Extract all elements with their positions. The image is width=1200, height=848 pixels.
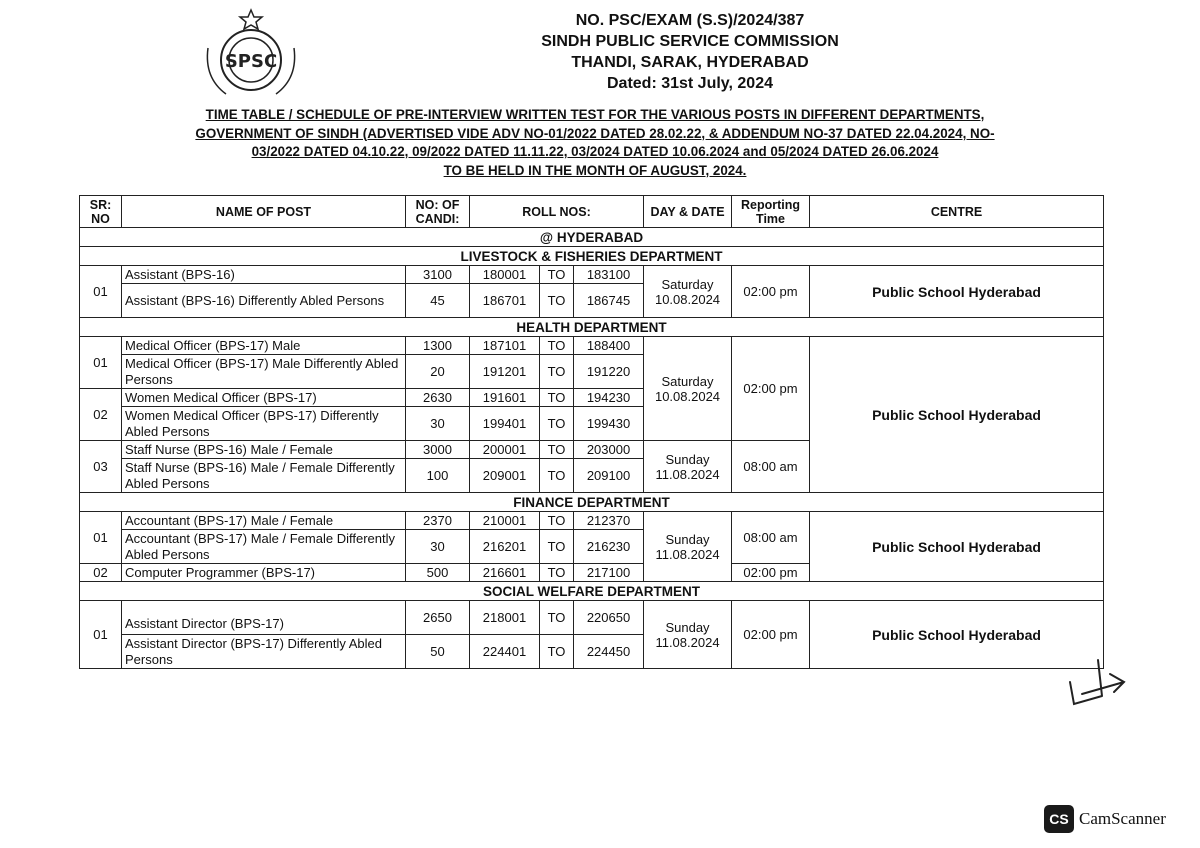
candidate-count: 2630 (406, 389, 470, 407)
subject-line: 03/2022 DATED 04.10.22, 09/2022 DATED 11.11.22, 03/2024 DATED 10.06.2024 and 05/2024 DATED 26.06.2024 (251, 144, 939, 159)
roll-from: 224401 (470, 635, 540, 669)
post-name: Assistant Director (BPS-17) Differently Abled Persons (122, 635, 406, 669)
roll-from: 191201 (470, 355, 540, 389)
commission-seal-icon (196, 8, 306, 100)
roll-to-label: TO (540, 355, 574, 389)
day-date: Saturday 10.08.2024 (644, 337, 732, 441)
subject-line: TO BE HELD IN THE MONTH OF AUGUST, 2024. (443, 162, 747, 178)
table-row (80, 266, 1104, 284)
candidate-count: 1300 (406, 337, 470, 355)
candidate-count: 30 (406, 530, 470, 564)
post-name: Staff Nurse (BPS-16) Male / Female Differently Abled Persons (122, 459, 406, 493)
table-row (80, 337, 1104, 355)
seal-text: SPSC (224, 51, 278, 72)
subject-line: GOVERNMENT OF SINDH (ADVERTISED VIDE ADV NO-01/2022 DATED 28.02.22, & ADDENDUM NO-37 DATED 22.04.2024, NO- (195, 125, 995, 141)
reporting-time: 02:00 pm (732, 337, 810, 441)
department-heading: HEALTH DEPARTMENT (80, 318, 1104, 337)
day-date: Sunday 11.08.2024 (644, 512, 732, 582)
post-name: Women Medical Officer (BPS-17) (122, 389, 406, 407)
roll-from: 191601 (470, 389, 540, 407)
post-name: Accountant (BPS-17) Male / Female (122, 512, 406, 530)
sr-no: 01 (80, 512, 122, 564)
table-header-row (80, 196, 1104, 228)
header-sr-no: SR: NO (80, 196, 122, 228)
roll-from: 180001 (470, 266, 540, 284)
sr-no: 01 (80, 337, 122, 389)
table-row (80, 512, 1104, 530)
exam-centre: Public School Hyderabad (810, 601, 1104, 669)
department-heading: FINANCE DEPARTMENT (80, 493, 1104, 512)
sr-no: 02 (80, 389, 122, 441)
header-name-of-post: NAME OF POST (122, 196, 406, 228)
organization-name: SINDH PUBLIC SERVICE COMMISSION (541, 33, 839, 50)
roll-from: 216601 (470, 564, 540, 582)
roll-to-label: TO (540, 635, 574, 669)
roll-to: 183100 (574, 266, 644, 284)
candidate-count: 2370 (406, 512, 470, 530)
sr-no: 02 (80, 564, 122, 582)
roll-to: 203000 (574, 441, 644, 459)
candidate-count: 45 (406, 284, 470, 318)
roll-to: 217100 (574, 564, 644, 582)
candidate-count: 30 (406, 407, 470, 441)
roll-to-label: TO (540, 284, 574, 318)
header-centre: CENTRE (810, 196, 1104, 228)
reporting-time: 02:00 pm (732, 564, 810, 582)
signature-mark (1062, 652, 1132, 712)
camscanner-watermark (1044, 804, 1166, 834)
header-reporting-time: Reporting Time (732, 196, 810, 228)
department-heading: SOCIAL WELFARE DEPARTMENT (80, 582, 1104, 601)
letter-header (470, 10, 910, 94)
reporting-time: 08:00 am (732, 441, 810, 493)
candidate-count: 3100 (406, 266, 470, 284)
roll-to-label: TO (540, 407, 574, 441)
roll-to: 188400 (574, 337, 644, 355)
post-name: Assistant Director (BPS-17) (122, 601, 406, 635)
post-name: Medical Officer (BPS-17) Male (122, 337, 406, 355)
header-no-of-candidates: NO: OF CANDI: (406, 196, 470, 228)
roll-to-label: TO (540, 512, 574, 530)
roll-to-label: TO (540, 530, 574, 564)
schedule-table (79, 195, 1104, 669)
roll-to: 194230 (574, 389, 644, 407)
roll-to-label: TO (540, 459, 574, 493)
camscanner-logo-icon: CS (1044, 805, 1074, 833)
sr-no: 01 (80, 266, 122, 318)
post-name: Computer Programmer (BPS-17) (122, 564, 406, 582)
roll-to: 224450 (574, 635, 644, 669)
roll-to: 209100 (574, 459, 644, 493)
exam-centre: Public School Hyderabad (810, 337, 1104, 493)
roll-from: 187101 (470, 337, 540, 355)
roll-from: 186701 (470, 284, 540, 318)
post-name: Women Medical Officer (BPS-17) Differently Abled Persons (122, 407, 406, 441)
organization-address: THANDI, SARAK, HYDERABAD (571, 54, 809, 71)
roll-to: 220650 (574, 601, 644, 635)
reporting-time: 02:00 pm (732, 601, 810, 669)
header-day-date: DAY & DATE (644, 196, 732, 228)
reporting-time: 02:00 pm (732, 266, 810, 318)
roll-from: 200001 (470, 441, 540, 459)
roll-to-label: TO (540, 441, 574, 459)
roll-to-label: TO (540, 564, 574, 582)
roll-to-label: TO (540, 601, 574, 635)
roll-to: 191220 (574, 355, 644, 389)
post-name: Assistant (BPS-16) (122, 266, 406, 284)
candidate-count: 3000 (406, 441, 470, 459)
roll-to-label: TO (540, 337, 574, 355)
roll-to: 199430 (574, 407, 644, 441)
candidate-count: 50 (406, 635, 470, 669)
day-date: Sunday 11.08.2024 (644, 441, 732, 493)
roll-to: 216230 (574, 530, 644, 564)
exam-centre: Public School Hyderabad (810, 266, 1104, 318)
day-date: Sunday 11.08.2024 (644, 601, 732, 669)
candidate-count: 20 (406, 355, 470, 389)
roll-from: 209001 (470, 459, 540, 493)
subject-heading (80, 106, 1110, 180)
exam-centre: Public School Hyderabad (810, 512, 1104, 582)
candidate-count: 2650 (406, 601, 470, 635)
post-name: Assistant (BPS-16) Differently Abled Persons (122, 284, 406, 318)
candidate-count: 100 (406, 459, 470, 493)
roll-to-label: TO (540, 266, 574, 284)
reporting-time: 08:00 am (732, 512, 810, 564)
roll-from: 216201 (470, 530, 540, 564)
roll-to: 212370 (574, 512, 644, 530)
roll-to: 186745 (574, 284, 644, 318)
header-roll-nos: ROLL NOS: (470, 196, 644, 228)
camscanner-label: CamScanner (1079, 809, 1166, 828)
roll-from: 199401 (470, 407, 540, 441)
location-heading: @ HYDERABAD (80, 228, 1104, 247)
roll-to-label: TO (540, 389, 574, 407)
post-name: Accountant (BPS-17) Male / Female Differently Abled Persons (122, 530, 406, 564)
sr-no: 03 (80, 441, 122, 493)
reference-number: NO. PSC/EXAM (S.S)/2024/387 (575, 12, 805, 29)
candidate-count: 500 (406, 564, 470, 582)
sr-no: 01 (80, 601, 122, 669)
post-name: Staff Nurse (BPS-16) Male / Female (122, 441, 406, 459)
letter-date: Dated: 31st July, 2024 (606, 75, 773, 92)
roll-from: 210001 (470, 512, 540, 530)
day-date: Saturday 10.08.2024 (644, 266, 732, 318)
post-name: Medical Officer (BPS-17) Male Differently Abled Persons (122, 355, 406, 389)
roll-from: 218001 (470, 601, 540, 635)
subject-line: TIME TABLE / SCHEDULE OF PRE-INTERVIEW WRITTEN TEST FOR THE VARIOUS POSTS IN DIFFERENT DEPARTMENTS, (205, 107, 985, 122)
table-row (80, 601, 1104, 635)
department-heading: LIVESTOCK & FISHERIES DEPARTMENT (80, 247, 1104, 266)
